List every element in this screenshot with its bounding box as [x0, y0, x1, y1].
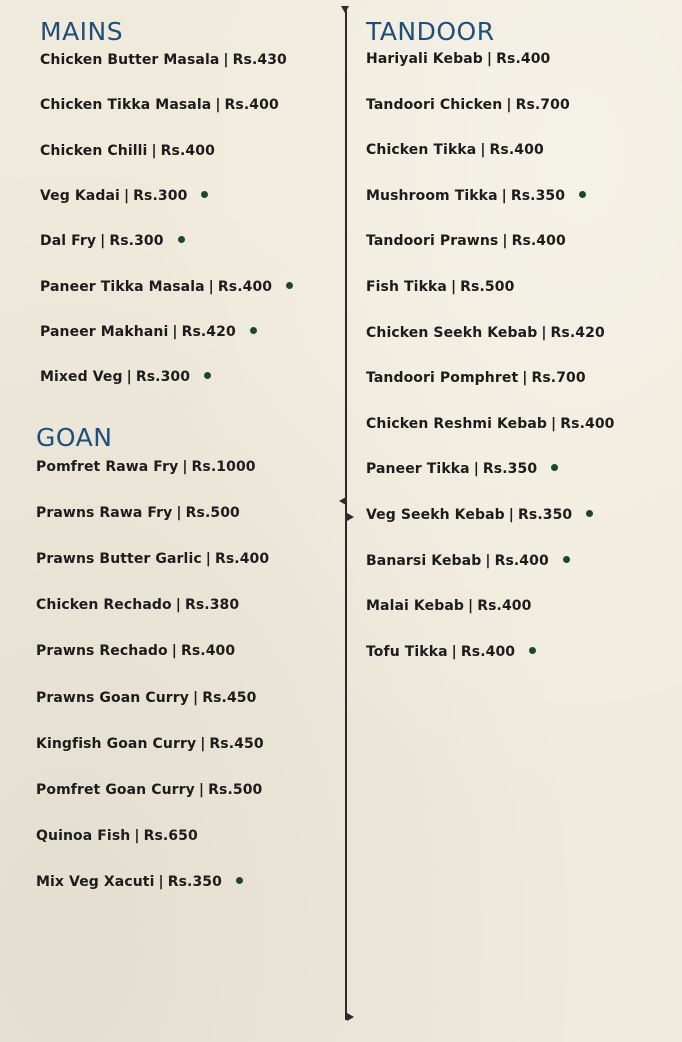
menu-item-price: Rs.350: [167, 873, 222, 890]
menu-item: [366, 278, 514, 296]
menu-item-name: Tandoori Prawns: [366, 233, 499, 250]
menu-item: [36, 735, 264, 753]
price-separator: |: [176, 505, 182, 522]
menu-item-price: Rs.400: [494, 552, 549, 569]
price-separator: |: [200, 735, 206, 752]
menu-item: [36, 689, 256, 707]
menu-item: [366, 232, 566, 250]
price-separator: |: [522, 370, 528, 387]
menu-item-price: Rs.400: [489, 142, 544, 159]
menu-item-name: Chicken Tikka Masala: [40, 97, 212, 114]
menu-item-name: Chicken Tikka: [366, 142, 477, 159]
price-separator: |: [473, 461, 479, 478]
price-separator: |: [134, 827, 140, 844]
price-separator: |: [485, 552, 491, 569]
veg-dot-icon: [579, 191, 586, 198]
price-separator: |: [215, 97, 221, 114]
menu-item-name: Paneer Makhani: [40, 323, 169, 340]
veg-dot-icon: [563, 556, 570, 563]
menu-item: [366, 187, 586, 205]
price-separator: |: [506, 96, 512, 113]
goan-heading: GOAN: [36, 423, 113, 452]
price-separator: |: [223, 52, 229, 68]
menu-item-price: Rs.400: [460, 643, 516, 660]
menu-item-price: Rs.420: [550, 324, 605, 341]
menu-item-name: Paneer Tikka Masala: [40, 278, 205, 295]
menu-item-name: Quinoa Fish: [36, 827, 131, 844]
menu-item-name: Chicken Butter Masala: [40, 52, 220, 68]
menu-item-name: Chicken Rechado: [36, 597, 172, 614]
menu-item-price: Rs.400: [496, 51, 551, 67]
menu-item-name: Prawns Rawa Fry: [36, 505, 173, 522]
menu-item-price: Rs.300: [109, 233, 164, 250]
tandoor-heading: TANDOOR: [366, 17, 495, 46]
price-separator: |: [508, 507, 514, 523]
menu-item-name: Hariyali Kebab: [366, 51, 483, 67]
menu-item: [366, 597, 531, 615]
menu-item-price: Rs.450: [202, 689, 257, 706]
menu-item-name: Kingfish Goan Curry: [36, 735, 197, 752]
menu-item: [40, 232, 185, 250]
price-separator: |: [151, 142, 157, 159]
price-separator: |: [158, 873, 164, 890]
price-separator: |: [205, 551, 211, 568]
price-separator: |: [123, 187, 130, 204]
menu-item-name: Prawns Butter Garlic: [36, 551, 202, 568]
price-separator: |: [450, 279, 457, 295]
price-separator: |: [551, 415, 557, 432]
menu-item-price: Rs.650: [143, 827, 198, 844]
menu-item-name: Fish Tikka: [366, 279, 447, 295]
menu-item-price: Rs.700: [531, 370, 586, 387]
menu-item: [40, 187, 208, 205]
menu-item-name: Paneer Tikka: [366, 461, 470, 478]
menu-item-name: Dal Fry: [40, 233, 97, 250]
menu-item-name: Mix Veg Xacuti: [36, 873, 155, 890]
menu-item-price: Rs.700: [515, 96, 570, 113]
menu-item-name: Chicken Reshmi Kebab: [366, 415, 548, 432]
menu-item-price: Rs.400: [477, 598, 532, 615]
menu-item-price: Rs.430: [232, 52, 287, 68]
menu-item-price: Rs.400: [180, 643, 236, 660]
menu-item-price: Rs.500: [208, 781, 263, 798]
menu-item-name: Tandoori Pomphret: [366, 370, 519, 387]
menu-item: [366, 324, 605, 342]
menu-item-price: Rs.400: [511, 233, 566, 250]
price-separator: |: [502, 233, 508, 250]
menu-item: [40, 96, 279, 114]
menu-item-price: Rs.350: [510, 187, 566, 204]
menu-item-price: Rs.450: [209, 735, 264, 752]
menu-item-price: Rs.420: [181, 323, 236, 340]
menu-item-name: Banarsi Kebab: [366, 552, 482, 569]
menu-item-price: Rs.400: [160, 142, 215, 159]
menu-item-price: Rs.400: [217, 278, 273, 295]
menu-item: [366, 643, 536, 661]
veg-dot-icon: [286, 282, 293, 289]
veg-dot-icon: [201, 191, 208, 198]
menu-item: [36, 781, 262, 799]
price-separator: |: [451, 643, 457, 660]
price-separator: |: [100, 233, 106, 250]
menu-item-name: Mixed Veg: [40, 369, 123, 386]
menu-item: [366, 552, 570, 570]
divider-left-arrow-icon: [339, 497, 346, 505]
menu-item-name: Veg Kadai: [40, 187, 120, 204]
menu-item-name: Malai Kebab: [366, 598, 464, 615]
price-separator: |: [541, 324, 547, 341]
menu-item: [366, 50, 550, 68]
menu-item: [40, 142, 215, 160]
menu-item: [366, 369, 586, 387]
menu-item: [40, 278, 293, 296]
menu-item-price: Rs.500: [460, 279, 515, 295]
menu-item: [36, 458, 256, 476]
menu-item-price: Rs.300: [135, 369, 191, 386]
menu-item: [366, 415, 615, 433]
menu-item-name: Veg Seekh Kebab: [366, 507, 505, 523]
menu-item-price: Rs.400: [224, 97, 279, 114]
menu-item-name: Mushroom Tikka: [366, 187, 498, 204]
price-separator: |: [501, 187, 507, 204]
menu-item: [366, 141, 544, 159]
price-separator: |: [193, 689, 199, 706]
menu-item-price: Rs.400: [214, 551, 270, 568]
price-separator: |: [126, 369, 132, 386]
price-separator: |: [172, 323, 178, 340]
veg-dot-icon: [204, 372, 211, 379]
menu-item-price: Rs.1000: [191, 459, 256, 475]
menu-item: [36, 504, 240, 522]
price-separator: |: [175, 597, 181, 614]
menu-item: [36, 596, 239, 614]
menu-item: [40, 368, 211, 386]
menu-item: [40, 323, 257, 341]
price-separator: |: [198, 781, 205, 798]
veg-dot-icon: [586, 510, 593, 517]
menu-item-name: Chicken Seekh Kebab: [366, 324, 538, 341]
menu-item: [366, 506, 593, 524]
menu-item-name: Tofu Tikka: [366, 643, 448, 660]
menu-item-name: Tandoori Chicken: [366, 96, 503, 113]
divider-bottom-arrow-icon: [347, 1013, 354, 1021]
menu-item-name: Prawns Rechado: [36, 643, 168, 660]
menu-item-price: Rs.500: [185, 505, 240, 522]
menu-item-name: Prawns Goan Curry: [36, 689, 189, 706]
menu-item-price: Rs.350: [518, 507, 573, 523]
menu-item-name: Pomfret Rawa Fry: [36, 459, 179, 475]
menu-item: [36, 873, 243, 891]
price-separator: |: [208, 278, 214, 295]
price-separator: |: [480, 142, 486, 159]
price-separator: |: [182, 459, 188, 475]
menu-item-price: Rs.400: [560, 415, 615, 432]
menu-item-price: Rs.350: [482, 461, 538, 478]
menu-item-price: Rs.300: [133, 187, 188, 204]
price-separator: |: [486, 51, 493, 67]
menu-item: [366, 96, 570, 114]
veg-dot-icon: [250, 327, 257, 334]
price-separator: |: [171, 643, 177, 660]
veg-dot-icon: [178, 236, 185, 243]
menu-item: [40, 51, 287, 69]
menu-item: [36, 642, 235, 660]
price-separator: |: [468, 598, 474, 615]
menu-item-name: Chicken Chilli: [40, 142, 148, 159]
mains-heading: MAINS: [40, 17, 124, 46]
menu-item-price: Rs.380: [184, 597, 240, 614]
menu-item: [36, 827, 198, 845]
veg-dot-icon: [236, 877, 243, 884]
veg-dot-icon: [529, 647, 536, 654]
menu-item: [36, 550, 269, 568]
divider-right-arrow-icon: [347, 513, 354, 521]
divider-top-arrow-icon: [341, 6, 349, 13]
veg-dot-icon: [551, 464, 558, 471]
menu-item: [366, 460, 558, 478]
menu-item-name: Pomfret Goan Curry: [36, 781, 195, 798]
